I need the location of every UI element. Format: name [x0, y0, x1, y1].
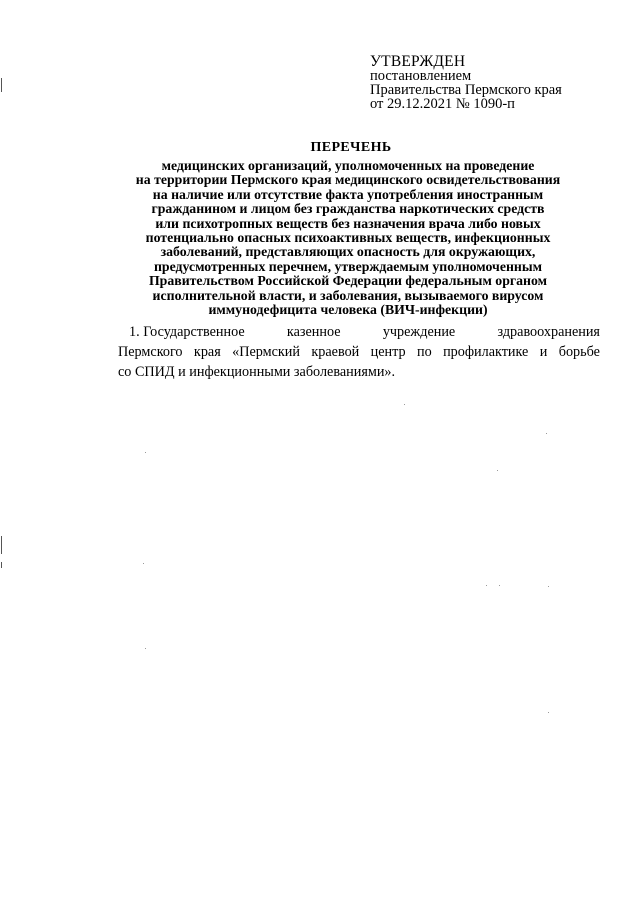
subtitle-line: иммунодефицита человека (ВИЧ-инфекции): [208, 302, 488, 318]
subtitle-line: предусмотренных перечнем, утверждаемым уполномоченным: [153, 258, 543, 274]
subtitle-line: медицинских организаций, уполномоченных на проведение: [161, 158, 535, 173]
list-item-line: [118, 322, 600, 342]
scan-speck: [548, 586, 549, 587]
subtitle-line: потенциально опасных психоактивных веществ, инфекционных: [145, 230, 551, 246]
scan-speck: [546, 433, 547, 434]
subtitle-line: на наличие или отсутствие факта употребления иностранным: [152, 186, 544, 202]
word: 1. Государственное: [129, 324, 245, 340]
subtitle-line: или психотропных веществ без назначения врача либо новых: [155, 215, 541, 231]
word: борьбе: [558, 344, 600, 360]
scan-edge-mark: [1, 536, 2, 554]
word: здравоохранения: [497, 324, 600, 340]
scan-speck: [145, 648, 146, 649]
list-item-1: [118, 322, 600, 382]
subtitle-line: гражданином и лицом без гражданства наркотических средств: [151, 201, 545, 217]
word: края: [193, 344, 221, 360]
scan-speck: [143, 563, 144, 564]
word: профилактике: [443, 344, 529, 360]
document-subtitle: [100, 159, 596, 317]
scan-speck: [497, 470, 498, 471]
subtitle-line: исполнительной власти, и заболевания, вызываемого вирусом: [152, 287, 544, 303]
approval-status: УТВЕРЖДЕН: [370, 53, 466, 70]
word: Пермского: [118, 344, 183, 360]
word: краевой: [311, 344, 360, 360]
word: центр: [370, 344, 406, 360]
word: по: [417, 344, 432, 360]
approval-date-number: от 29.12.2021 № 1090-п: [370, 96, 515, 112]
scan-speck: [145, 452, 146, 453]
approval-block: [370, 54, 562, 111]
scan-speck: [404, 404, 405, 405]
list-item-line: [118, 342, 600, 362]
scan-speck: [486, 585, 487, 586]
list-item-line: со СПИД и инфекционными заболеваниями».: [118, 364, 396, 380]
scan-edge-mark: [1, 562, 2, 568]
subtitle-line: заболеваний, представляющих опасность для окружающих,: [160, 244, 536, 260]
subtitle-line: Правительством Российской Федерации федеральным органом: [148, 273, 548, 289]
subtitle-line: на территории Пермского края медицинского освидетельствования: [135, 172, 561, 188]
document-title: ПЕРЕЧЕНЬ: [310, 140, 392, 155]
word: и: [539, 344, 548, 360]
word: учреждение: [382, 324, 456, 340]
word: «Пермский: [232, 344, 300, 360]
word: казенное: [286, 324, 341, 340]
scan-speck: [499, 585, 500, 586]
approval-line: Правительства Пермского края: [370, 82, 562, 98]
approval-line: постановлением: [370, 68, 472, 84]
scan-edge-mark: [1, 78, 2, 92]
scan-speck: [548, 712, 549, 713]
